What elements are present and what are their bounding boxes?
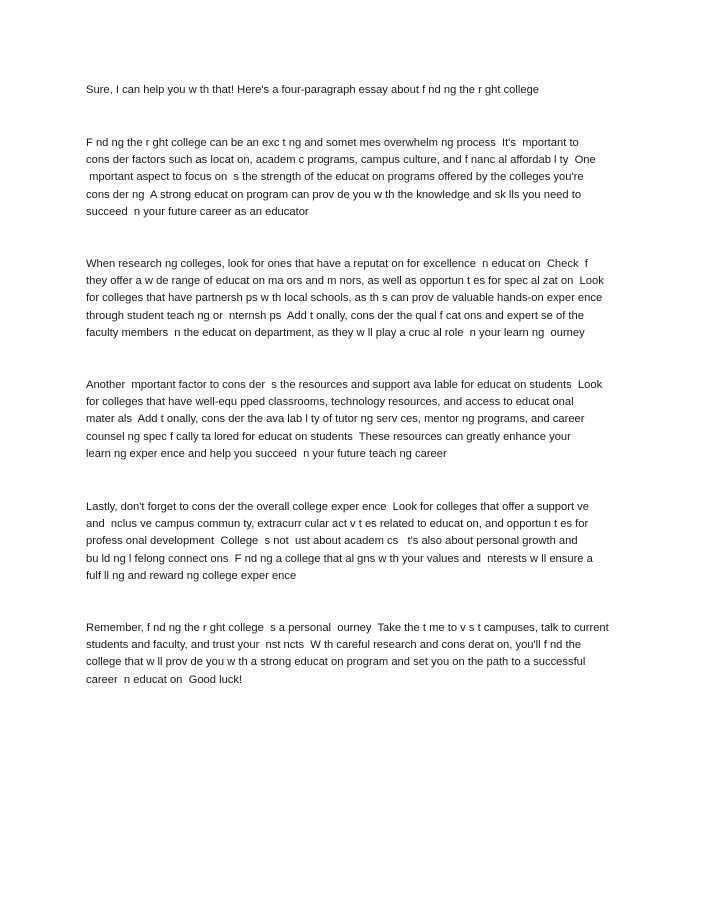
text-line: faculty members n the educat on department, as they w ll play a cruc al role n your learn ng ourney: [86, 326, 585, 339]
text-line: college that w ll prov de you w th a strong educat on program and set you on the path to a successful: [86, 656, 586, 669]
text-line: learn ng exper ence and help you succeed n your future teach ng career: [86, 447, 447, 460]
text-line: Sure, I can help you w th that! Here's a four-paragraph essay about f nd ng the r ght college: [86, 84, 540, 96]
intro-paragraph: [86, 82, 656, 99]
paragraph-4: [86, 499, 656, 585]
text-line: through student teach ng or nternsh ps Add t onally, cons der the qual f cat ons and expert se of the: [86, 309, 584, 322]
text-line: counsel ng spec f cally ta lored for educat on students These resources can greatly enhance your: [86, 430, 571, 443]
paragraph-1: [86, 135, 656, 221]
paragraph-5: [86, 620, 656, 689]
text-line: fulf ll ng and reward ng college exper ence: [86, 569, 297, 582]
text-line: Remember, f nd ng the r ght college s a personal ourney Take the t me to v s t campuses, talk to current: [86, 622, 609, 634]
text-line: profess onal development College s not ust about academ cs t's also about personal growth and: [86, 535, 578, 548]
text-line: mater als Add t onally, cons der the ava lab l ty of tutor ng serv ces, mentor ng programs, and career: [86, 413, 585, 426]
text-line: When research ng colleges, look for ones that have a reputat on for excellence n educat on Check f: [86, 258, 588, 270]
text-line: for colleges that have well-equ pped classrooms, technology resources, and access to educat onal: [86, 396, 574, 409]
text-line: cons der factors such as locat on, academ c programs, campus culture, and f nanc al affordab l ty One: [86, 154, 596, 167]
text-line: mportant aspect to focus on s the strength of the educat on programs offered by the colleges you're: [86, 171, 584, 184]
paragraph-2: [86, 256, 656, 342]
text-line: they offer a w de range of educat on ma ors and m nors, as well as opportun t es for spec al zat on Look: [86, 275, 604, 288]
text-line: for colleges that have partnersh ps w th local schools, as th s can prov de valuable hands-on exper ence: [86, 292, 603, 305]
text-line: students and faculty, and trust your nst ncts W th careful research and cons derat on, you'll f nd the: [86, 639, 582, 652]
text-line: F nd ng the r ght college can be an exc t ng and somet mes overwhelm ng process It's mportant to: [86, 137, 579, 149]
text-line: career n educat on Good luck!: [86, 673, 243, 686]
text-line: Another mportant factor to cons der s the resources and support ava lable for educat on students Look: [86, 379, 603, 391]
text-line: succeed n your future career as an educator: [86, 205, 309, 218]
paragraph-3: [86, 377, 656, 463]
text-line: bu ld ng l felong connect ons F nd ng a college that al gns w th your values and nterests w ll ensure a: [86, 552, 593, 565]
text-line: cons der ng A strong educat on program can prov de you w th the knowledge and sk lls you need to: [86, 188, 582, 201]
text-line: Lastly, don't forget to cons der the overall college exper ence Look for colleges that offer a support ve: [86, 501, 589, 513]
text-line: and nclus ve campus commun ty, extracurr cular act v t es related to educat on, and opportun t es for: [86, 518, 589, 531]
